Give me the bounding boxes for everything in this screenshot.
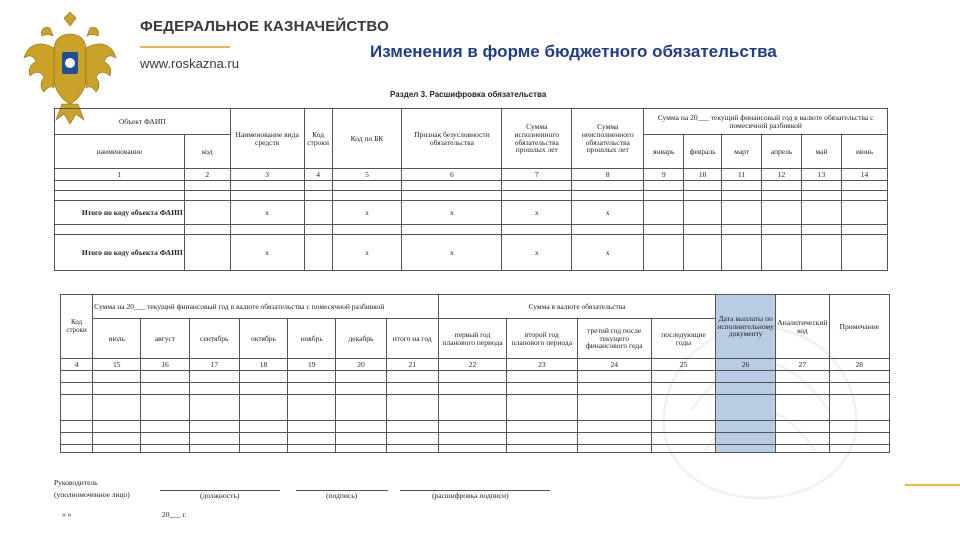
header-row-code: Код строки <box>304 109 332 169</box>
header-bk-code: Код по БК <box>332 109 402 169</box>
col-num: 10 <box>684 169 722 181</box>
col-num: 16 <box>141 359 189 371</box>
header-object-name: наименование <box>55 135 185 169</box>
col-num: 8 <box>572 169 644 181</box>
col-num: 6 <box>402 169 502 181</box>
signature-head-sub: (уполномоченное лицо) <box>54 490 130 499</box>
month-header: ноябрь <box>288 319 336 359</box>
signature-decode-label: (расшифровка подписи) <box>432 491 509 500</box>
col-num: 28 <box>829 359 889 371</box>
header-object: Объект ФАИП <box>55 109 231 135</box>
col-num: 22 <box>438 359 506 371</box>
col-num: 21 <box>386 359 438 371</box>
x-mark: x <box>230 201 304 225</box>
month-header: февраль <box>684 135 722 169</box>
header-sum-unfulfilled: Сумма неисполненного обязательства прошлых лет <box>572 109 644 169</box>
table-row <box>55 225 888 235</box>
col-num: 18 <box>239 359 287 371</box>
header-sum-year: Сумма на 20___ текущий финансовый год в валюте обязательства с помесячной разбивкой <box>644 109 888 135</box>
signature-date-year: 20___ г. <box>162 510 187 519</box>
header-note: Примечание <box>829 295 889 359</box>
table-row <box>61 433 890 445</box>
month-header: август <box>141 319 189 359</box>
org-url: www.roskazna.ru <box>140 56 239 71</box>
x-mark: x <box>230 235 304 271</box>
form-section-title: Раздел 3. Расшифровка обязательства <box>390 90 547 99</box>
header-sum-currency: Сумма в валюте обязательства <box>438 295 715 319</box>
signature-sign-label: (подпись) <box>326 491 358 500</box>
month-header: октябрь <box>239 319 287 359</box>
x-mark: x <box>502 235 572 271</box>
header-analytic-code: Аналитический код <box>776 295 829 359</box>
col-num: 14 <box>841 169 887 181</box>
col-num: 17 <box>189 359 239 371</box>
header-third-year: третий год после текущего финансового года <box>577 319 651 359</box>
signature-head-label: Руководитель <box>54 478 98 487</box>
table-row <box>55 201 888 225</box>
month-header: май <box>802 135 842 169</box>
month-header: январь <box>644 135 684 169</box>
x-mark: x <box>402 235 502 271</box>
signature-position-label: (должность) <box>200 491 240 500</box>
col-num: 27 <box>776 359 829 371</box>
month-header: итого на год <box>386 319 438 359</box>
col-num: 4 <box>304 169 332 181</box>
col-num: 26 <box>716 359 776 371</box>
col-num: 2 <box>184 169 230 181</box>
table-row <box>55 235 888 271</box>
x-mark: x <box>572 235 644 271</box>
col-num: 20 <box>336 359 386 371</box>
header-sum-year-2: Сумма на 20___ текущий финансовый год в валюте обязательства с помесячной разбивкой <box>93 295 439 319</box>
table-row <box>61 395 890 421</box>
org-name: ФЕДЕРАЛЬНОЕ КАЗНАЧЕЙСТВО <box>140 18 389 35</box>
month-header: март <box>722 135 762 169</box>
header-first-year: первый год планового периода <box>438 319 506 359</box>
col-num: 9 <box>644 169 684 181</box>
header-sum-prev: Сумма исполненного обязательства прошлых лет <box>502 109 572 169</box>
accent-divider <box>905 484 960 486</box>
total-label: Итого по коду объекта ФАИП <box>55 201 185 225</box>
month-header: сентябрь <box>189 319 239 359</box>
col-num: 23 <box>507 359 577 371</box>
month-header: апрель <box>762 135 802 169</box>
col-num: 5 <box>332 169 402 181</box>
col-num: 1 <box>55 169 185 181</box>
month-header: декабрь <box>336 319 386 359</box>
x-mark: x <box>332 235 402 271</box>
table-row <box>61 383 890 395</box>
x-mark: x <box>402 201 502 225</box>
col-num: 24 <box>577 359 651 371</box>
signature-date-day: « » <box>62 510 72 519</box>
col-num: 25 <box>651 359 715 371</box>
slide-title: Изменения в форме бюджетного обязательства <box>370 42 777 61</box>
header-funds-type: Наименование вида средств <box>230 109 304 169</box>
header-later-years: последующие годы <box>651 319 715 359</box>
col-num: 11 <box>722 169 762 181</box>
col-num: 12 <box>762 169 802 181</box>
obligation-table-part2 <box>60 294 890 453</box>
obligation-table-part1 <box>54 108 888 271</box>
col-num: 3 <box>230 169 304 181</box>
month-header: июнь <box>841 135 887 169</box>
header-second-year: второй год планового периода <box>507 319 577 359</box>
x-mark: x <box>332 201 402 225</box>
col-num: 15 <box>93 359 141 371</box>
table-row <box>61 421 890 433</box>
col-num: 7 <box>502 169 572 181</box>
header-payment-date: Дата выплаты по исполнительному документу <box>716 295 776 359</box>
header-object-code: код <box>184 135 230 169</box>
org-divider <box>140 46 230 48</box>
x-mark: x <box>502 201 572 225</box>
col-num: 13 <box>802 169 842 181</box>
month-header: июль <box>93 319 141 359</box>
table-row <box>55 181 888 191</box>
table-row <box>61 371 890 383</box>
table-row <box>55 191 888 201</box>
col-num: 4 <box>61 359 93 371</box>
table-row <box>61 445 890 453</box>
x-mark: x <box>572 201 644 225</box>
header-sign: Признак безусловности обязательства <box>402 109 502 169</box>
total-label: Итого по коду объекта ФАИП <box>55 235 185 271</box>
header-row-code: Код строки <box>61 295 93 359</box>
col-num: 19 <box>288 359 336 371</box>
